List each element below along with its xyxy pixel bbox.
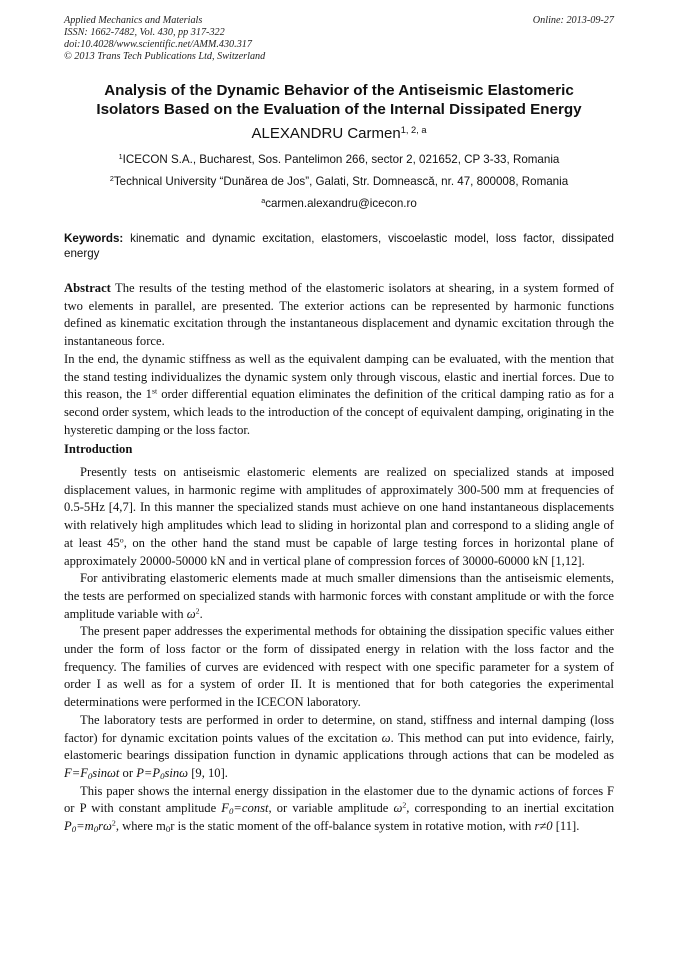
doi-line: doi:10.4028/www.scientific.net/AMM.430.317 xyxy=(64,39,252,50)
online-date: Online: 2013-09-27 xyxy=(532,15,614,26)
affiliation-marker: 1 xyxy=(118,152,123,162)
intro-paragraph-4: The laboratory tests are performed in order to determine, on stand, stiffness and internal damping (loss factor) for dynamic excitation points values of the excitation ω. This method can put into evidence, fairly, elastomeric bearings dissipation function in dynamic applications through actions that can be modeled as $F=F_0\sin\omega t$ or $P=P_0\sin\omega$ [9, 10]. xyxy=(64,712,615,782)
keywords-text: kinematic and dynamic excitation, elastomers, viscoelastic model, loss factor, dissipated energy xyxy=(64,232,614,260)
introduction-heading: Introduction xyxy=(64,442,133,456)
keywords-label: Keywords: xyxy=(64,232,124,245)
intro-paragraph-3: The present paper addresses the experimental methods for obtaining the dissipation specific values either under the form of loss factor or the form of dissipated energy in relation with the loss factor and the frequency. The families of curves are evidenced with respect with one specific parameter for a system of order I as well as for a system of order II. It is mentioned that for both categories the experimental determinations were performed in the ICECON laboratory. xyxy=(64,624,614,710)
affiliation-marker: 2 xyxy=(109,174,114,184)
intro-paragraph-5: This paper shows the internal energy dissipation in the elastomer due to the dynamic actions of forces F or P with constant amplitude $F_0=const$, or variable amplitude $\omega^2$, corresponding to an inertial excitation $P_0=m_0r\omega^2$, where $m_0r$ is the static moment of the off-balance system in rotative motion, with r≠0 [11]. xyxy=(64,783,614,835)
author xyxy=(64,125,614,142)
affiliation-text: ICECON S.A., Bucharest, Sos. Pantelimon 266, sector 2, 021652, CP 3-33, Romania xyxy=(122,153,560,166)
title-line-1: Analysis of the Dynamic Behavior of the Antiseismic Elastomeric xyxy=(104,82,574,99)
copyright-line: © 2013 Trans Tech Publications Ltd, Switzerland xyxy=(64,51,266,62)
journal-name: Applied Mechanics and Materials xyxy=(64,15,203,26)
author-email xyxy=(64,197,614,210)
intro-paragraph-1: Presently tests on antiseismic elastomeric elements are realized on specialized stands at imposed displacement values, in harmonic regime with amplitudes of approximately 300-500 mm at frequencies of 0.5-5Hz [4,7]. In this manner the specialized stands must achieve on one hand instantaneous displacements with relatively high amplitudes which lead to sliding in horizontal plan and correspond to a sliding angle of at least 45$^o$, on the other hand the stand must be capable of large testing forces in horizontal plane of approximately 20000-50000 kN and in vertical plane of compression forces of 30000-60000 kN [1,12]. xyxy=(64,465,614,568)
abstract xyxy=(64,280,614,439)
intro-paragraph-2: For antivibrating elastomeric elements made at much smaller dimensions than the antiseismic elements, the tests are performed on specialized stands with harmonic forces with constant amplitude or with the force amplitude variable with $\omega^2$. xyxy=(64,571,614,621)
issn-line: ISSN: 1662-7482, Vol. 430, pp 317-322 xyxy=(64,27,225,38)
title-line-2: Isolators Based on the Evaluation of the Internal Dissipated Energy xyxy=(96,101,582,118)
abstract-paragraph-2: In the end, the dynamic stiffness as well as the equivalent damping can be evaluated, with the mention that the stand testing individualizes the dynamic system only through viscous, elastic and inertial forces. Due to this reason, the 1st order differential equation eliminates the definition of the critical damping ratio as for a second order system, which leads to the introduction of the concept of equivalent damping, originating in the hysteretic damping or the loss factor. xyxy=(64,351,614,437)
email-marker: a xyxy=(261,196,266,206)
affiliation-text: Technical University “Dunărea de Jos”, Galati, Str. Domnească, nr. 47, 800008, Romania xyxy=(113,175,569,188)
journal-header xyxy=(64,15,265,63)
email-text: carmen.alexandru@icecon.ro xyxy=(265,197,417,210)
paper-title xyxy=(64,81,614,119)
author-superscript: 1, 2, a xyxy=(400,124,427,135)
affiliation-1 xyxy=(64,153,614,166)
keywords xyxy=(64,231,614,261)
abstract-paragraph-1: Abstract The results of the testing method of the elastomeric isolators at shearing, in a system formed of two elements in parallel, are presented. The exterior actions can be represented by harmonic functions defined as kinematic excitation through the instantaneous displacement and dynamic excitation through the instantaneous force. xyxy=(64,281,614,349)
abstract-label: Abstract xyxy=(64,281,111,295)
affiliation-2 xyxy=(64,175,614,188)
author-name: ALEXANDRU Carmen xyxy=(251,125,401,142)
introduction-body xyxy=(64,464,614,836)
